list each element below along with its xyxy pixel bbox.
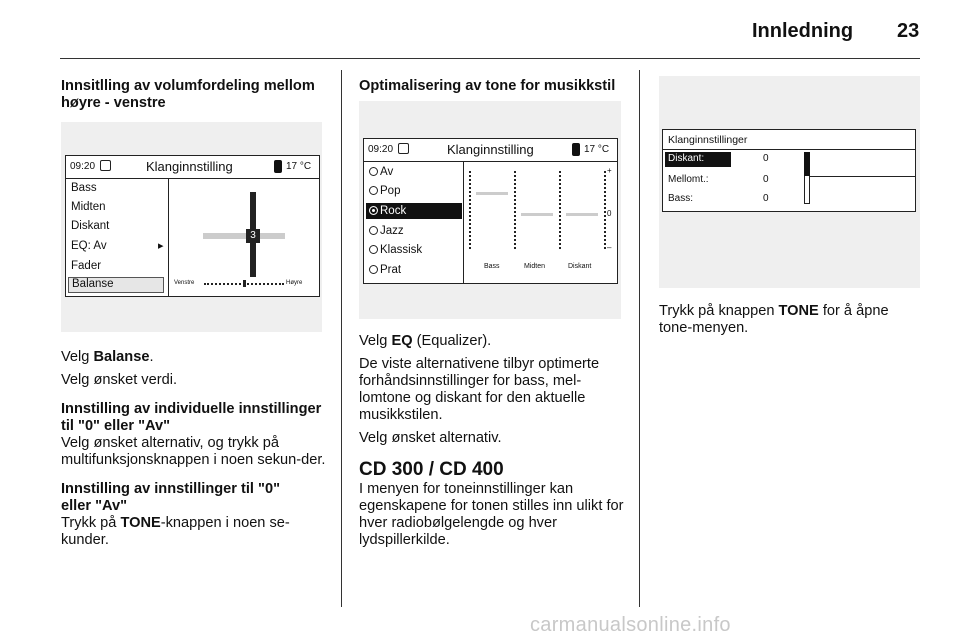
paragraph-individual: Velg ønsket alternativ, og trykk på multifunksjonsknappen i noen sekun-der. <box>61 435 326 468</box>
paragraph-alternativer: De viste alternativene tilbyr optimerte forhåndsinnstillinger for bass, mel-lomtone og diskant for den aktuelle musikkstilen. <box>359 356 600 423</box>
screen-title: Klanginnstilling <box>146 159 233 174</box>
menu-item-fader[interactable]: Fader <box>71 260 102 272</box>
option-rock[interactable]: Rock <box>366 203 462 219</box>
eq-bar-bass <box>476 192 508 195</box>
arrow-right-icon: ▸ <box>158 240 164 252</box>
paragraph-velg-verdi: Velg ønsket verdi. <box>61 372 177 388</box>
menu-item-bass[interactable]: Bass <box>71 182 97 194</box>
clock: 09:20 <box>70 161 96 172</box>
phone-icon <box>100 160 111 171</box>
menu-item-eq[interactable]: EQ: Av <box>71 240 107 252</box>
radio-icon <box>369 186 378 195</box>
column-2-body <box>359 333 627 549</box>
phone-icon <box>398 143 409 154</box>
heading-musikkstil: Optimalisering av tone for musikkstil <box>359 78 616 94</box>
eq-label-diskant: Diskant <box>568 263 592 270</box>
screen-tone <box>662 129 916 212</box>
header-title: Innledning <box>752 20 854 42</box>
heading-cd: CD 300 / CD 400 <box>359 459 504 480</box>
screen-split <box>168 178 169 297</box>
paragraph-velg-alternativ: Velg ønsket alternativ. <box>359 430 502 446</box>
minus-label: – <box>607 243 612 252</box>
row-divider <box>810 176 916 177</box>
thermometer-icon <box>274 160 282 173</box>
label-hoyre: Høyre <box>286 280 303 286</box>
paragraph-all: Trykk på TONE-knappen i noen se-kunder. <box>61 515 290 548</box>
column-1 <box>61 78 331 112</box>
eq-scale-2 <box>514 171 518 249</box>
menu-item-balanse[interactable]: Balanse <box>68 277 164 293</box>
radio-icon <box>369 265 378 274</box>
eq-scale-3 <box>559 171 563 249</box>
page-number: 23 <box>897 20 920 42</box>
scrollbar-thumb[interactable] <box>804 152 810 176</box>
option-prat[interactable]: Prat <box>369 264 401 276</box>
column-3-body <box>659 303 921 337</box>
radio-icon <box>369 167 378 176</box>
zero-label: 0 <box>607 209 612 218</box>
paragraph-tone: Trykk på knappen TONE for å åpne tone-menyen. <box>659 303 889 336</box>
column-2 <box>359 78 629 95</box>
eq-bar-midten <box>521 213 553 216</box>
balance-track-horizontal <box>203 233 285 239</box>
page-header <box>0 0 960 62</box>
screen-title: Klanginnstilling <box>447 142 534 157</box>
screen-status-bar <box>364 139 617 162</box>
menu-item-midten[interactable]: Midten <box>71 201 106 213</box>
screen-eq <box>363 138 618 284</box>
paragraph-velg-balanse: Velg Balanse. <box>61 349 154 365</box>
paragraph-velg-eq: Velg EQ (Equalizer). <box>359 333 492 349</box>
balance-indicator[interactable] <box>243 280 246 287</box>
figure-balance <box>61 122 322 332</box>
temperature: 17 °C <box>584 144 610 155</box>
screen-split <box>463 161 464 284</box>
clock: 09:20 <box>368 144 394 155</box>
column-divider-1 <box>341 70 342 607</box>
radio-icon <box>369 245 378 254</box>
label-venstre: Venstre <box>174 280 195 286</box>
figure-eq <box>359 101 621 319</box>
header-rule <box>60 58 920 59</box>
option-klassisk[interactable]: Klassisk <box>369 244 422 256</box>
figure-tone <box>659 76 920 288</box>
eq-label-bass: Bass <box>484 263 500 270</box>
option-jazz[interactable]: Jazz <box>369 225 404 237</box>
heading-all: Innstilling av innstillinger til "0" eller "Av" <box>61 481 280 514</box>
row-value-diskant: 0 <box>763 153 769 164</box>
screen-status-bar <box>66 156 319 179</box>
thermometer-icon <box>572 143 580 156</box>
footer-watermark: carmanualsonline.info <box>530 614 731 636</box>
menu-item-diskant[interactable]: Diskant <box>71 220 110 232</box>
row-value-bass: 0 <box>763 193 769 204</box>
balance-value: 3 <box>246 229 260 243</box>
radio-icon <box>369 226 378 235</box>
heading-balance: Innsitlling av volumfordeling mellom høyre - venstre <box>61 78 315 111</box>
heading-individual: Innstilling av individuelle innstillinger til "0" eller "Av" <box>61 401 322 434</box>
temperature: 17 °C <box>286 161 312 172</box>
eq-label-midten: Midten <box>524 263 546 270</box>
row-value-mellomt: 0 <box>763 174 769 185</box>
title-rule <box>663 149 916 150</box>
option-pop[interactable]: Pop <box>369 185 400 197</box>
eq-scale-1 <box>469 171 473 249</box>
eq-bar-diskant <box>566 213 598 216</box>
column-divider-2 <box>639 70 640 607</box>
screen-title: Klanginnstillinger <box>668 134 748 146</box>
radio-selected-icon <box>369 206 378 215</box>
row-label-mellomt[interactable]: Mellomt.: <box>668 174 709 185</box>
plus-label: + <box>607 166 612 175</box>
paragraph-cd: I menyen for toneinnstillinger kan egenskapene for tonen stilles inn ulikt for hver radiobølgelengde og hver lydspillerkilde. <box>359 481 624 548</box>
row-label-diskant[interactable]: Diskant: <box>668 153 705 164</box>
column-1-body <box>61 349 331 549</box>
screen-balance <box>65 155 320 297</box>
option-av[interactable]: Av <box>369 166 393 178</box>
row-label-bass[interactable]: Bass: <box>668 193 694 204</box>
